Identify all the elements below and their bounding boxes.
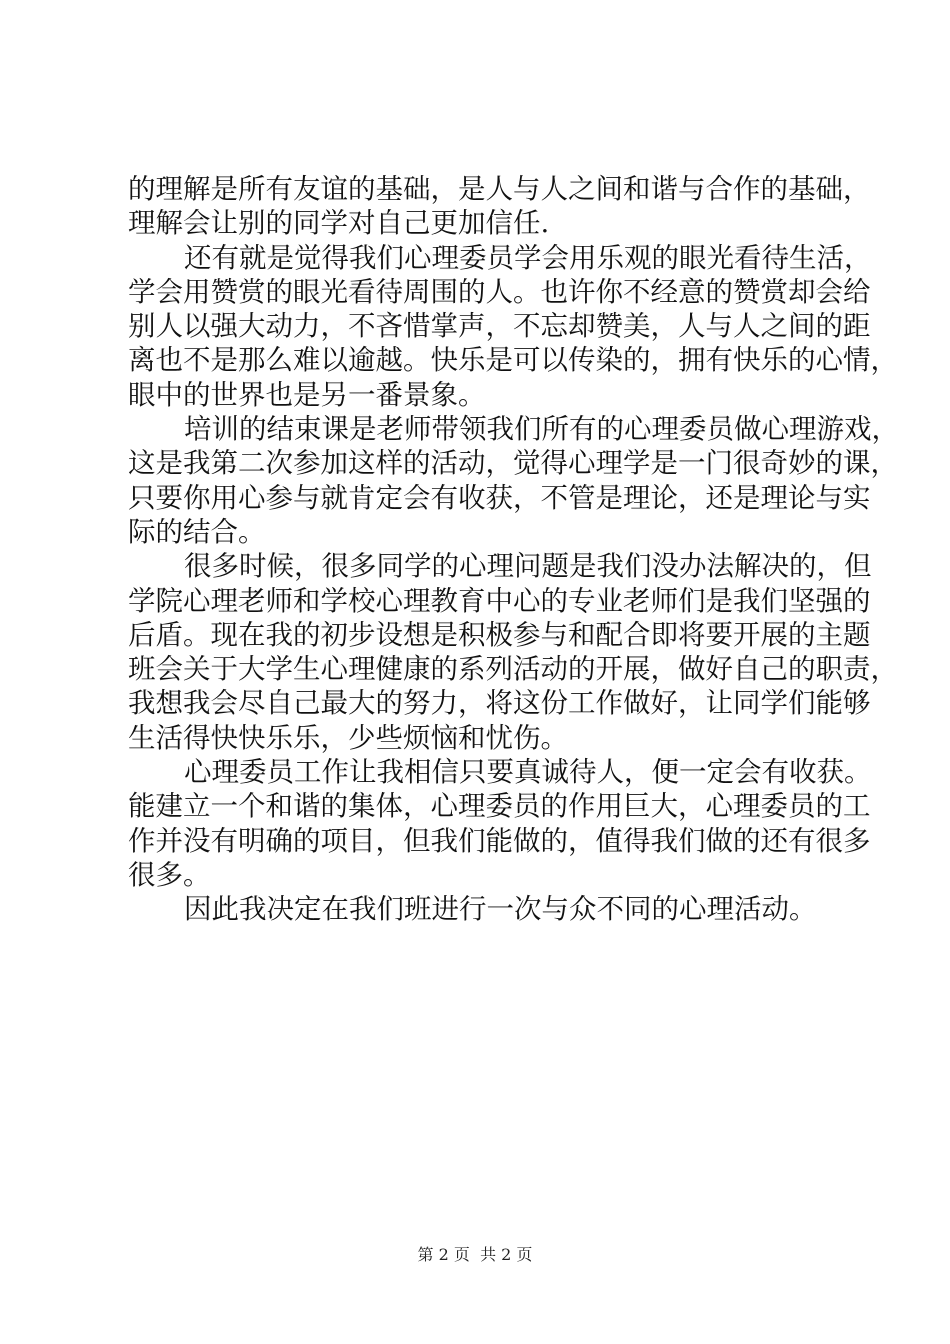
text-line: 很多。 <box>128 858 211 891</box>
text-line: 因此我决定在我们班进行一次与众不同的心理活动。 <box>184 893 817 926</box>
text-line: 后盾。现在我的初步设想是积极参与和配合即将要开展的主题 <box>128 618 871 651</box>
text-line: 学会用赞赏的眼光看待周围的人。也许你不经意的赞赏却会给 <box>128 275 871 308</box>
text-line: 心理委员工作让我相信只要真诚待人，便一定会有收获。 <box>184 756 872 789</box>
text-line: 只要你用心参与就肯定会有收获，不管是理论，还是理论与实 <box>128 481 871 514</box>
page-footer: 第 2 页 共 2 页 <box>417 1245 533 1264</box>
text-line: 眼中的世界也是另一番景象。 <box>128 378 486 411</box>
text-line: 离也不是那么难以逾越。快乐是可以传染的，拥有快乐的心情， <box>128 344 898 377</box>
text-line: 生活得快快乐乐，少些烦恼和忧伤。 <box>128 721 568 754</box>
text-line: 作并没有明确的项目，但我们能做的，值得我们做的还有很多 <box>128 824 871 857</box>
text-line: 能建立一个和谐的集体，心理委员的作用巨大，心理委员的工 <box>128 790 871 823</box>
text-line: 别人以强大动力，不吝惜掌声，不忘却赞美，人与人之间的距 <box>128 310 871 343</box>
document-body <box>128 172 899 927</box>
text-line: 还有就是觉得我们心理委员学会用乐观的眼光看待生活， <box>184 241 872 274</box>
text-line: 培训的结束课是老师带领我们所有的心理委员做心理游戏， <box>184 413 899 446</box>
text-line: 的理解是所有友谊的基础，是人与人之间和谐与合作的基础， <box>128 173 871 205</box>
text-line: 学院心理老师和学校心理教育中心的专业老师们是我们坚强的 <box>128 584 871 617</box>
text-line: 我想我会尽自己最大的努力，将这份工作做好，让同学们能够 <box>128 687 871 720</box>
text-line: 班会关于大学生心理健康的系列活动的开展，做好自己的职责， <box>128 653 898 686</box>
text-line: 这是我第二次参加这样的活动，觉得心理学是一门很奇妙的课， <box>128 447 898 480</box>
text-line: 理解会让别的同学对自己更加信任. <box>128 207 550 240</box>
text-line: 很多时候，很多同学的心理问题是我们没办法解决的，但 <box>184 550 872 583</box>
text-line: 际的结合。 <box>128 515 266 548</box>
